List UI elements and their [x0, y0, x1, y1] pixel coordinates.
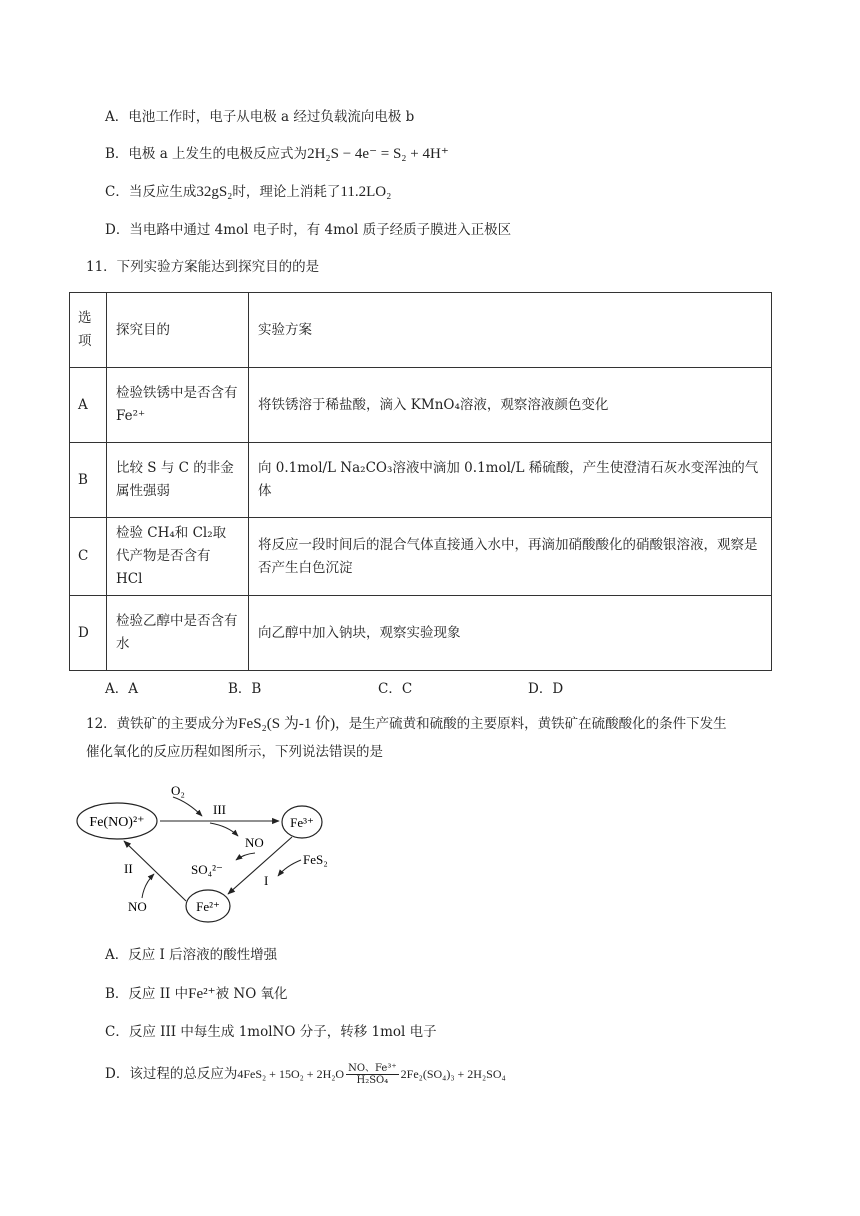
row-goal: 检验乙醇中是否含有水: [107, 596, 249, 671]
row-plan: 向 0.1mol/L Na₂CO₃溶液中滴加 0.1mol/L 稀硫酸，产生使澄清石灰水变浑浊的气体: [249, 443, 772, 518]
row-plan: 将铁锈溶于稀盐酸，滴入 KMnO₄溶液，观察溶液颜色变化: [249, 368, 772, 443]
q12-option-d: [105, 1060, 506, 1088]
node-fe-no: [77, 803, 157, 839]
header-option: 选项: [70, 293, 107, 368]
node-fe-no-label: Fe(NO)²⁺: [89, 815, 145, 830]
arrow-no-out: [210, 823, 238, 836]
row-option: B: [70, 443, 107, 518]
q10-option-c: [105, 182, 391, 202]
node-fe2: [186, 890, 230, 922]
node-fe2-label: Fe²⁺: [196, 899, 220, 914]
q11-answer-a: A．A: [105, 681, 138, 697]
row-option: D: [70, 596, 107, 671]
arrow-fes2-in: [278, 860, 301, 876]
row-option: C: [70, 518, 107, 596]
condition-acid: H₂SO₄: [356, 1075, 389, 1086]
q12-option-d-left: 4FeS₂ + 15O₂ + 2H₂O: [237, 1067, 345, 1081]
q12-stem-a: 12．黄铁矿的主要成分为: [86, 716, 239, 732]
q10-option-b: [105, 144, 449, 164]
table-header-row: [70, 293, 772, 368]
q12-option-c: C．反应 III 中每生成 1molNO 分子，转移 1mol 电子: [105, 1024, 437, 1040]
table-row: [70, 368, 772, 443]
q11-table: [69, 292, 772, 671]
row-goal: 检验铁锈中是否含有Fe²⁺: [107, 368, 249, 443]
q12-stem-chem: FeS₂(S 为-1 价): [238, 716, 336, 732]
q10-option-c-mass: 32gS₂: [196, 184, 233, 200]
q12-stem-line1: [86, 714, 727, 734]
label-no-in: NO: [128, 899, 147, 914]
header-goal: 探究目的: [107, 293, 249, 368]
table-row: [70, 443, 772, 518]
label-so4: SO₄²⁻: [191, 862, 223, 877]
condition-catalyst: NO、Fe³⁺: [348, 1063, 397, 1074]
q12-stem-line2: 催化氧化的反应历程如图所示，下列说法错误的是: [86, 744, 383, 760]
row-option: A: [70, 368, 107, 443]
row-goal: 检验 CH₄和 Cl₂取代产物是否含有 HCl: [107, 518, 249, 596]
header-plan: 实验方案: [249, 293, 772, 368]
label-reaction-i: I: [264, 873, 269, 888]
row-plan: 将反应一段时间后的混合气体直接通入水中，再滴加硝酸酸化的硝酸银溶液，观察是否产生白色沉淀: [249, 518, 772, 596]
arrow-no-in: [142, 874, 154, 898]
node-fe3-label: Fe³⁺: [290, 815, 314, 830]
q12-option-d-conditions: [346, 1063, 399, 1086]
label-fes2: FeS₂: [303, 852, 328, 867]
reaction-cycle-diagram: [70, 770, 370, 930]
table-row: [70, 518, 772, 596]
arrow-so4-out: [236, 853, 255, 860]
q10-option-c-mid: 时，理论上消耗了: [232, 184, 341, 200]
label-o2: O₂: [171, 783, 185, 798]
table-row: [70, 596, 772, 671]
arrow-reaction-ii: [124, 841, 186, 901]
q12-option-d-prefix: D．该过程的总反应为: [105, 1066, 238, 1082]
q10-option-c-volume: 11.2LO₂: [340, 184, 392, 200]
label-no-out: NO: [245, 835, 264, 850]
q11-answer-c: C．C: [378, 681, 413, 697]
arrow-o2-in: [173, 797, 202, 816]
q12-option-d-right: 2Fe₂(SO₄)₃ + 2H₂SO₄: [400, 1067, 506, 1081]
q12-option-b: [105, 984, 288, 1004]
q12-option-b-ion: Fe²⁺: [188, 986, 216, 1002]
node-fe3: [282, 806, 322, 838]
row-goal: 比较 S 与 C 的非金属性强弱: [107, 443, 249, 518]
q11-answer-b: B．B: [228, 681, 262, 697]
q10-option-c-text: C．当反应生成: [105, 184, 197, 200]
q10-option-d: D．当电路中通过 4mol 电子时，有 4mol 质子经质子膜进入正极区: [105, 222, 512, 238]
q10-option-b-text: B．电极 a 上发生的电极反应式为: [105, 146, 308, 162]
label-reaction-iii: III: [213, 802, 226, 817]
q12-option-b-suffix: 被 NO 氧化: [215, 986, 288, 1002]
q10-option-a: A．电池工作时，电子从电极 a 经过负载流向电极 b: [105, 109, 415, 125]
q12-stem-b: ，是生产硫黄和硫酸的主要原料，黄铁矿在硫酸酸化的条件下发生: [335, 716, 727, 732]
row-plan: 向乙醇中加入钠块，观察实验现象: [249, 596, 772, 671]
q12-option-b-prefix: B．反应 II 中: [105, 986, 189, 1002]
q11-answer-d: D．D: [528, 681, 564, 697]
q11-stem: 11．下列实验方案能达到探究目的的是: [86, 259, 320, 275]
q10-option-b-equation: 2H₂S − 4e⁻ = S₂ + 4H⁺: [307, 146, 449, 162]
q12-option-a: A．反应 I 后溶液的酸性增强: [105, 947, 278, 963]
label-reaction-ii: II: [124, 861, 133, 876]
